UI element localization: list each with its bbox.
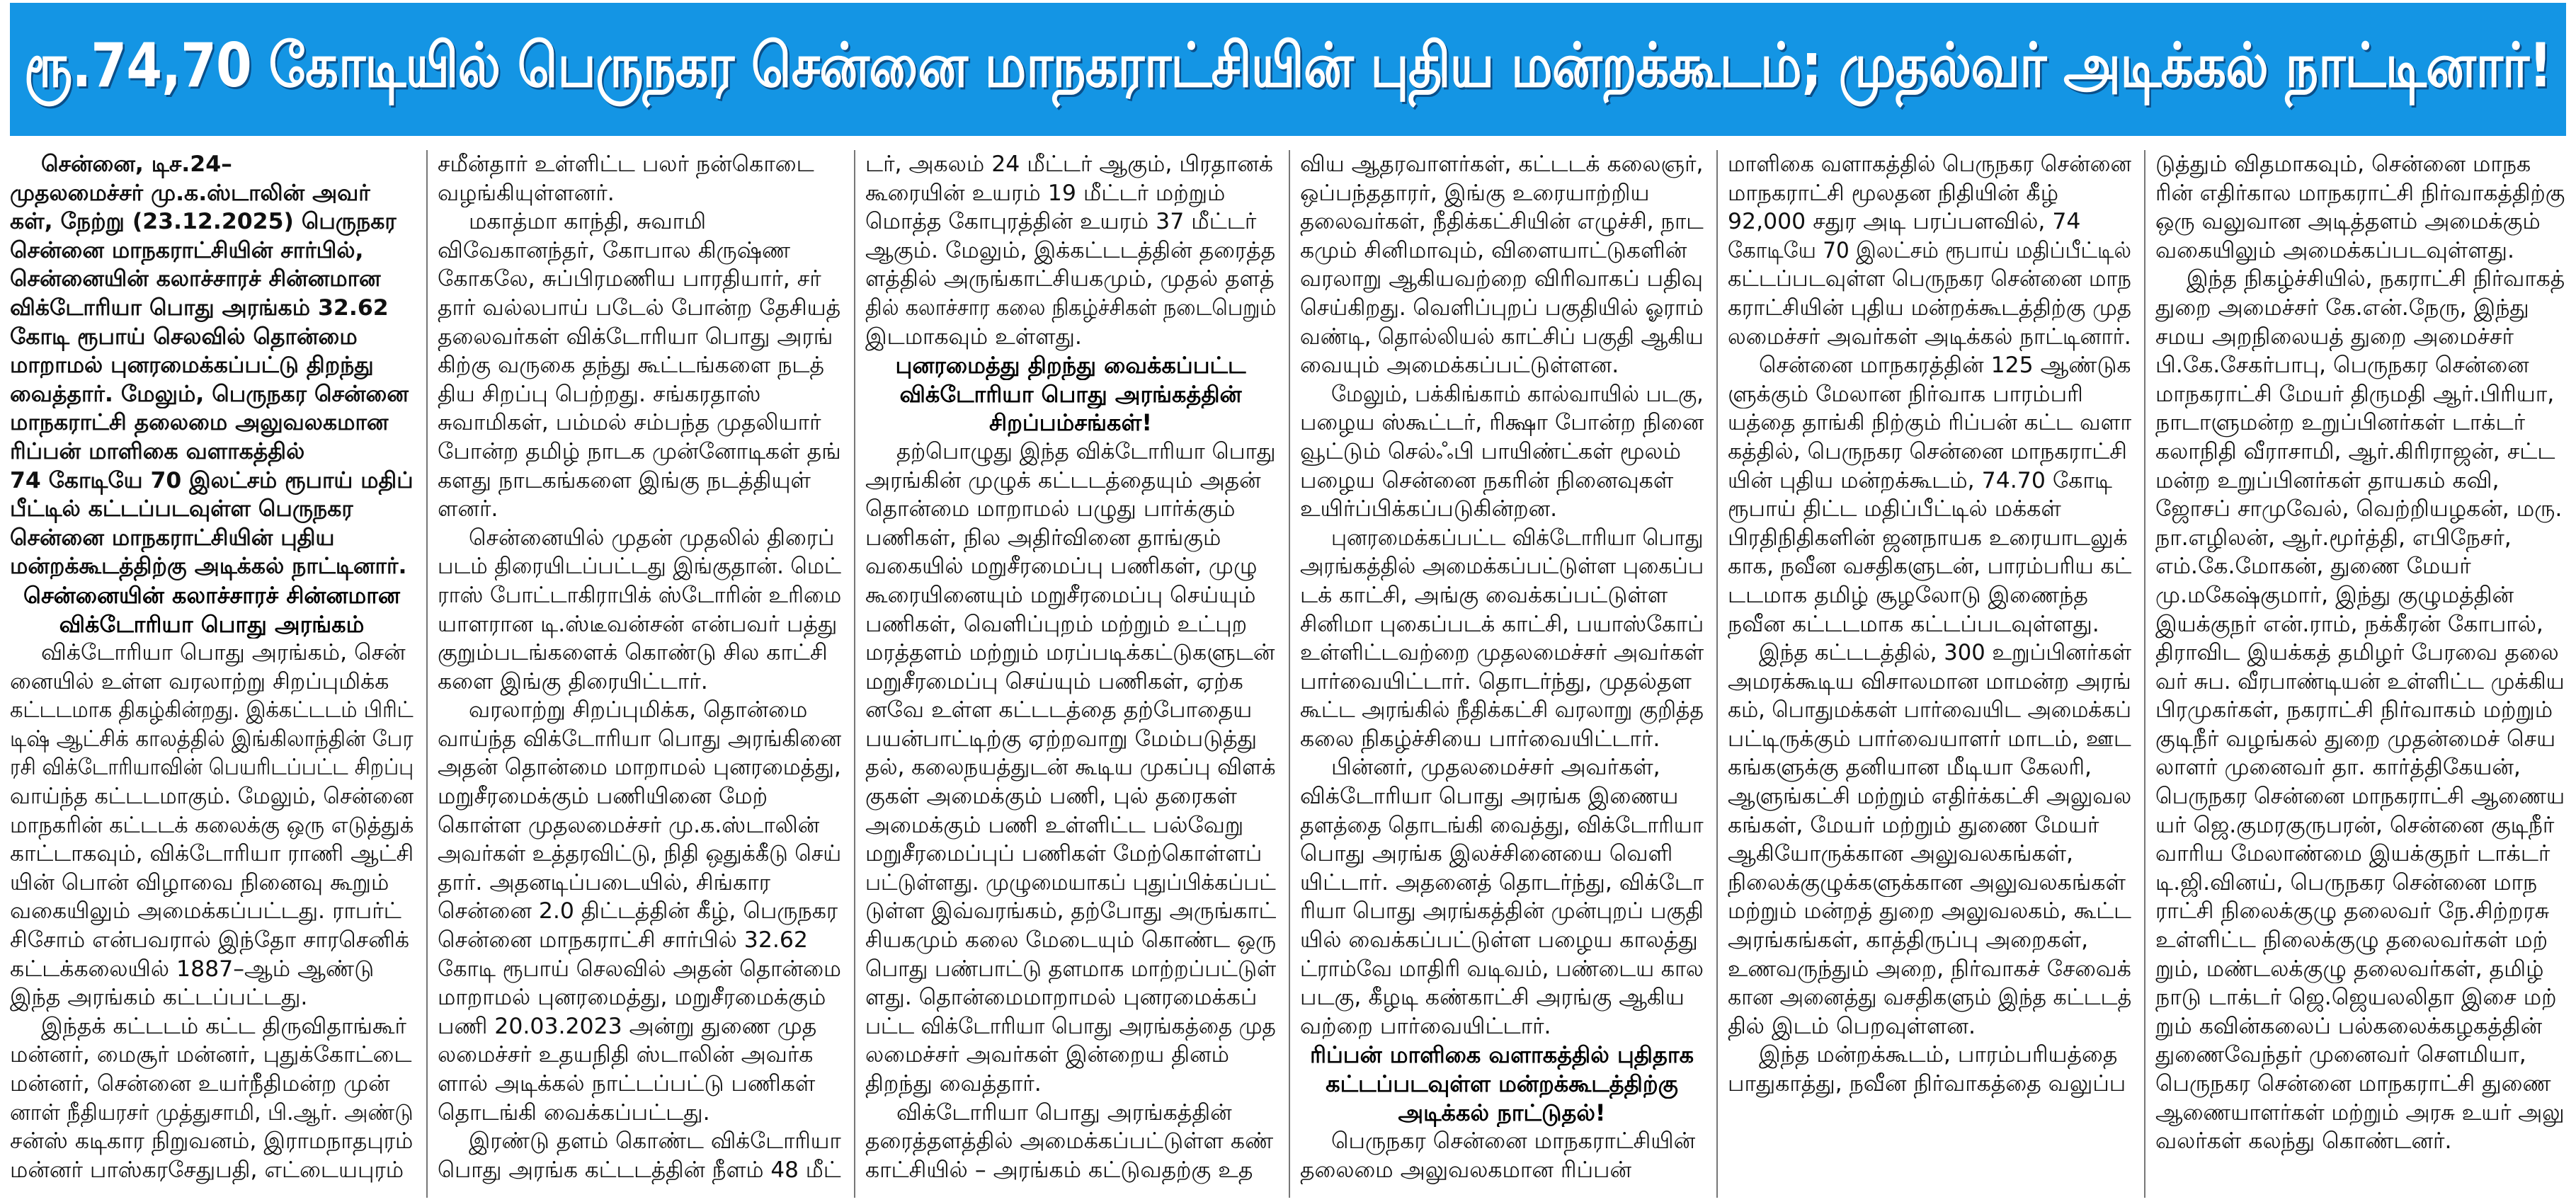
text-line: வூட்டும் செல்ஃபி பாயிண்ட்கள் மூலம் [1300,438,1681,464]
text-line: நவீன கட்டடமாக கட்டப்படவுள்ளது. [1728,611,2099,637]
text-line: பீட்டில் கட்டப்படவுள்ள பெருநகர [10,496,353,522]
text-line: மன்ற உறுப்பினர்கள் தாயகம் கவி, [2155,467,2500,493]
text-line: காக, நவீன வசதிகளுடன், பாரம்பரிய கட் [1728,554,2131,580]
text-line: அரங்கின் முழுக் கட்டடத்தையும் அதன் [865,467,1261,493]
text-line: மாறாமல் புனரமைக்கப்பட்டு திறந்து [10,353,374,379]
text-line: சென்னை, டிச.24– [41,151,232,177]
text-line: ஒப்பந்ததாரர், இங்கு உரையாற்றிய [1300,180,1650,206]
text-line: மொத்த கோபுரத்தின் உயரம் 37 மீட்டர் [865,209,1257,235]
text-line: ளது. தொன்மைமாறாமல் புனரமைக்கப் [865,985,1258,1011]
text-line: லமைச்சர் அவர்கள் அடிக்கல் நாட்டினார். [1728,324,2131,350]
text-line: களை இங்கு திரையிட்டார். [438,668,708,694]
text-line: திய சிறப்பு பெற்றது. சங்கரதாஸ் [438,381,761,407]
text-line: னவே உள்ள கட்டடத்தை தற்போதைய [865,697,1253,723]
text-line: ஆகும். மேலும், இக்கட்டடத்தின் தரைத்த [865,237,1276,263]
text-line: கத்தில், பெருநகர சென்னை மாநகராட்சி [1728,438,2127,464]
text-line: பார்வையிட்டார். தொடர்ந்து, முதல்தள [1300,668,1692,694]
text-line: யாளரான டி.ஸ்டீவன்சன் என்பவர் பத்து [438,611,838,637]
text-line: வழங்கியுள்ளனர். [438,180,615,206]
text-line: இயக்குநர் என்.ராம், நக்கீரன் கோபால், [2155,611,2543,637]
text-line: சென்னை மாநகராட்சியின் புதிய [10,525,335,551]
text-line: கராட்சியின் புதிய மன்றக்கூடத்திற்கு முத [1728,294,2131,321]
headline-banner [10,3,2566,136]
subheading-line: விக்டோரியா பொது அரங்கம் [59,610,365,638]
text-line: இந்தக் கட்டடம் கட்ட திருவிதாங்கூர் [41,1013,407,1039]
text-line: வகையிலும் அமைக்கப்பட்டது. ராபர்ட் [10,898,401,925]
text-line: தார் வல்லபாய் படேல் போன்ற தேசியத் [438,294,841,321]
text-line: யிட்டார். அதனைத் தொடர்ந்து, விக்டோ [1300,869,1704,895]
text-line: சென்னையில் முதன் முதலில் திரைப் [469,525,835,551]
text-line: குறும்படங்களைக் கொண்டு சில காட்சி [438,640,828,666]
subheading-line: ரிப்பன் மாளிகை வளாகத்தில் புதிதாக [1309,1041,1694,1069]
text-line: நாடாளுமன்ற உறுப்பினர்கள் டாக்டர் [2155,410,2526,436]
text-line: கிற்கு வருகை தந்து கூட்டங்களை நடத் [438,353,824,379]
text-line: தற்பொழுது இந்த விக்டோரியா பொது [896,438,1276,464]
text-line: மாநகராட்சி மேயர் திருமதி ஆர்.பிரியா, [2155,381,2555,407]
article-column-3 [865,150,1276,1198]
text-line: கோடி ரூபாய் செலவில் அதன் தொன்மை [438,956,841,982]
text-line: ஆகியோருக்கான அலுவலகங்கள், [1728,841,2074,867]
text-line: யர் ஜெ.குமரகுருபரன், சென்னை குடிநீர் [2155,812,2555,838]
text-line: உணவருந்தும் அறை, நிர்வாகச் சேவைக் [1728,956,2131,982]
text-line: கட்டடமாக திகழ்கின்றது. இக்கட்டடம் பிரிட் [10,697,414,723]
text-line: செய்கிறது. வெளிப்புறப் பகுதியில் ஓராம் [1300,294,1704,321]
text-line: டக் காட்சி, அங்கு வைக்கப்பட்டுள்ள [1300,582,1668,608]
text-line: டிஷ் ஆட்சிக் காலத்தில் இங்கிலாந்தின் பேர [10,726,414,752]
text-line: லமைச்சர் அவர்கள் இன்றைய தினம் [865,1042,1230,1068]
subheading-line: விக்டோரியா பொது அரங்கத்தின் [899,380,1242,408]
text-line: விவேகானந்தர், கோபால கிருஷ்ண [438,237,791,263]
text-line: முதலமைச்சர் மு.க.ஸ்டாலின் அவர் [10,180,370,206]
text-line: ளால் அடிக்கல் நாட்டப்பட்டு பணிகள் [438,1071,816,1097]
text-line: ஆணையாளர்கள் மற்றும் அரசு உயர் அலு [2155,1099,2565,1126]
article-body [10,150,2566,1198]
text-line: ட்ராம்வே மாதிரி வடிவம், பண்டைய கால [1300,956,1704,982]
subheading-line: புனரமைத்து திறந்து வைக்கப்பட்ட [895,352,1246,379]
column-divider [1289,150,1290,1198]
article-column-4 [1300,150,1704,1198]
text-line: யத்தை தாங்கி நிற்கும் ரிப்பன் கட்ட வளா [1728,410,2131,436]
text-line: 74 கோடியே 70 இலட்சம் ரூபாய் மதிப் [10,467,414,493]
text-line: னையில் உள்ள வரலாற்று சிறப்புமிக்க [10,668,389,694]
text-line: விக்டோரியா பொது அரங்கம் 32.62 [10,294,389,321]
text-line: இந்த கட்டடத்தில், 300 உறுப்பினர்கள் [1759,640,2131,666]
text-line: வகையில் மறுசீரமைப்பு பணிகள், முழு [865,554,1258,580]
text-line: மகாத்மா காந்தி, சுவாமி [469,209,707,235]
text-line: விக்டோரியா பொது அரங்க இணைய [1300,784,1679,810]
text-line: துறை அமைச்சர் கே.என்.நேரு, இந்து [2155,294,2529,321]
text-line: மாறாமல் புனரமைத்து, மறுசீரமைக்கும் [438,985,826,1011]
text-line: மறுசீரமைப்பு செய்யும் பணிகள், ஏற்க [865,668,1243,694]
text-line: பணி 20.03.2023 அன்று துணை முத [438,1013,817,1039]
text-line: நா.எழிலன், ஆர்.மூர்த்தி, எபிநேசர், [2155,525,2512,551]
text-line: யில் வைக்கப்பட்டுள்ள பழைய காலத்து [1300,927,1698,954]
text-line: பயன்பாட்டிற்கு ஏற்றவாறு மேம்படுத்து [865,726,1258,752]
text-line: றும் கவின்கலைப் பல்கலைக்கழகத்தின் [2155,1013,2543,1039]
text-line: டடமாக தமிழ் சூழலோடு இணைந்த [1728,582,2088,608]
text-line: பொது பண்பாட்டு தளமாக மாற்றப்பட்டுள் [865,956,1276,982]
text-line: பெருநகர சென்னை மாநகராட்சி துணை [2155,1071,2551,1097]
text-line: பி.கே.சேகர்பாபு, பெருநகர சென்னை [2155,353,2529,379]
column-divider [426,150,428,1198]
text-line: பழைய சென்னை நகரின் நினைவுகள் [1300,467,1674,493]
text-line: வரலாறு ஆகியவற்றை விரிவாகப் பதிவு [1300,266,1703,292]
text-line: இடமாகவும் உள்ளது. [865,324,1082,350]
text-line: கோகலே, சுப்பிரமணிய பாரதியார், சர் [438,266,821,292]
text-line: விக்டோரியா பொது அரங்கத்தின் [896,1099,1232,1126]
text-line: கட்டக்கலையில் 1887–ஆம் ஆண்டு [10,956,375,982]
text-line: 92,000 சதுர அடி பரப்பளவில், 74 [1728,209,2081,235]
text-line: அரங்கத்தில் அமைக்கப்பட்டுள்ள புகைப்ப [1300,554,1704,580]
text-line: தலைவர்கள் விக்டோரியா பொது அரங் [438,324,833,350]
text-line: தொன்மை மாறாமல் பழுது பார்க்கும் [865,496,1236,522]
text-line: பட்டுள்ளது. முழுமையாகப் புதுப்பிக்கப்பட் [865,869,1276,895]
text-line: கூட்ட அரங்கில் நீதிக்கட்சி வரலாறு குறித்த [1300,697,1704,723]
text-line: அமைக்கும் பணி உள்ளிட்ட பல்வேறு [865,812,1244,838]
text-line: மறுசீரமைக்கும் பணியினை மேற் [438,784,768,810]
text-line: கோடியே 70 இலட்சம் ரூபாய் மதிப்பீட்டில் [1728,237,2131,263]
text-line: மற்றும் மன்றத் துறை அலுவலகம், கூட்ட [1728,898,2131,925]
text-line: ளுக்கும் மேலான நிர்வாக பாரம்பரி [1728,381,2083,407]
text-line: ரின் எதிர்கால மாநகராட்சி நிர்வாகத்திற்கு [2155,180,2565,206]
text-line: வற்றை பார்வையிட்டார். [1300,1013,1551,1039]
text-line: யின் பொன் விழாவை நினைவு கூறும் [10,869,389,895]
text-line: பணிகள், நில அதிர்வினை தாங்கும் [865,525,1221,551]
text-line: தல், கலைநயத்துடன் கூடிய முகப்பு விளக் [865,755,1276,781]
text-line: ஜோசப் சாமுவேல், வெற்றியழகன், மரு. [2155,496,2563,522]
article-column-5 [1728,150,2131,1198]
text-line: சென்னை 2.0 திட்டத்தின் கீழ், பெருநகர [438,898,838,925]
text-line: கூரையினையும் மறுசீரமைப்பு செய்யும் [865,582,1256,608]
text-line: வையும் அமைக்கப்பட்டுள்ளன. [1300,353,1619,379]
text-line: ஆளுங்கட்சி மற்றும் எதிர்க்கட்சி அலுவல [1728,784,2131,810]
text-line: தொடங்கி வைக்கப்பட்டது. [438,1099,710,1126]
text-line: நாடு டாக்டர் ஜெ.ஜெயலலிதா இசை மற் [2155,985,2557,1011]
text-line: கூரையின் உயரம் 19 மீட்டர் மற்றும் [865,180,1226,206]
text-line: பெருநகர சென்னை மாநகராட்சியின் [1331,1128,1696,1155]
text-line: பட்ட விக்டோரியா பொது அரங்கத்தை முத [865,1013,1276,1039]
text-line: சமய அறநிலையத் துறை அமைச்சர் [2155,324,2514,350]
text-line: பணிகள், வெளிப்புறம் மற்றும் உட்புற [865,611,1248,637]
text-line: குகள் அமைக்கும் பணி, புல் தரைகள் [865,784,1237,810]
text-line: ரூபாய் திட்ட மதிப்பீட்டில் மக்கள் [1728,496,2061,522]
text-line: பெருநகர சென்னை மாநகராட்சி ஆணைய [2155,784,2565,810]
text-line: பழைய ஸ்கூட்டர், ரிக்ஷா போன்ற நினை [1300,410,1704,436]
text-line: படகு, கீழடி கண்காட்சி அரங்கு ஆகிய [1300,985,1685,1011]
subheading-line: அடிக்கல் நாட்டுதல்! [1398,1099,1606,1126]
text-line: திறந்து வைத்தார். [865,1071,1042,1097]
subheading-line: கட்டப்படவுள்ள மன்றக்கூடத்திற்கு [1326,1070,1678,1097]
text-line: வகையிலும் அமைக்கப்படவுள்ளது. [2155,237,2514,263]
text-line: லமைச்சர் உதயநிதி ஸ்டாலின் அவர்க [438,1042,814,1068]
article-column-6 [2155,150,2565,1198]
text-line: சென்னை மாநகராட்சி சார்பில் 32.62 [438,927,808,954]
text-line: கங்களுக்கு தனியான மீடியா கேலரி, [1728,755,2092,781]
text-line: குடிநீர் வழங்கல் துறை முதன்மைச் செய [2155,726,2556,752]
text-line: கோடி ரூபாய் செலவில் தொன்மை [10,324,358,350]
text-line: மாளிகை வளாகத்தில் பெருநகர சென்னை [1728,151,2131,177]
text-line: வாய்ந்த விக்டோரியா பொது அரங்கினை [438,726,841,752]
text-line: மாநகராட்சி மூலதன நிதியின் கீழ் [1728,180,2059,206]
text-line: கலாநிதி வீராசாமி, ஆர்.கிரிராஜன், சட்ட [2155,438,2555,464]
text-line: மறுசீரமைப்புப் பணிகள் மேற்கொள்ளப் [865,841,1263,867]
text-line: இந்த அரங்கம் கட்டப்பட்டது. [10,985,308,1011]
text-line: விக்டோரியா பொது அரங்கம், சென் [41,640,406,666]
text-line: சென்னை மாநகரத்தின் 125 ஆண்டுக [1759,353,2131,379]
text-line: கள், நேற்று (23.12.2025) பெருநகர [10,209,397,235]
text-line: படம் திரையிடப்பட்டது இங்குதான். மெட் [438,554,841,580]
text-line: உள்ளிட்டவற்றை முதலமைச்சர் அவர்கள் [1300,640,1704,666]
text-line: தளத்தை தொடங்கி வைத்து, விக்டோரியா [1300,812,1704,838]
text-line: மாநகராட்சி தலைமை அலுவலகமான [10,410,389,436]
subheading-line: சென்னையின் கலாச்சாரச் சின்னமான [23,581,400,609]
text-line: ஒரு வலுவான அடித்தளம் அமைக்கும் [2155,209,2541,235]
text-line: மரத்தளம் மற்றும் மரப்படிக்கட்டுகளுடன் [865,640,1275,666]
text-line: ளனர். [438,496,498,522]
text-line: டுத்தும் விதமாகவும், சென்னை மாநக [2155,151,2531,177]
text-line: பொது அரங்க கட்டடத்தின் நீளம் 48 மீட் [438,1157,841,1183]
headline: ரூ.74,70 கோடியில் பெருநகர சென்னை மாநகராட்சியின் புதிய மன்றக்கூடம்; முதல்வர் அடிக்கல் நாட்டினார்! [24,30,2552,101]
text-line: அமரக்கூடிய விசாலமான மாமன்ற அரங் [1728,668,2131,694]
text-line: ரிப்பன் மாளிகை வளாகத்தில் [10,438,305,464]
text-line: கம், பொதுமக்கள் பார்வையிட அமைக்கப் [1728,697,2131,723]
text-line: பின்னர், முதலமைச்சர் அவர்கள், [1331,755,1660,781]
text-line: டர், அகலம் 24 மீட்டர் ஆகும், பிரதானக் [865,151,1274,177]
text-line: பிரமுகர்கள், நகராட்சி நிர்வாகம் மற்றும் [2155,697,2553,723]
text-line: தரைத்தளத்தில் அமைக்கப்பட்டுள்ள கண் [865,1128,1274,1155]
text-line: அதன் தொன்மை மாறாமல் புனரமைத்து, [438,755,841,781]
text-line: மன்னர் பாஸ்கரசேதுபதி, எட்டையபுரம் [10,1157,404,1183]
text-line: சியகமும் கலை மேடையும் கொண்ட ஒரு [865,927,1276,954]
text-line: சென்னை மாநகராட்சியின் சார்பில், [10,237,364,263]
text-line: தார். அதனடிப்படையில், சிங்கார [438,869,771,895]
text-line: மேலும், பக்கிங்காம் கால்வாயில் படகு, [1331,381,1704,407]
column-divider [1716,150,1718,1198]
text-line: காட்டாகவும், விக்டோரியா ராணி ஆட்சி [10,841,414,867]
text-line: டி.ஜி.வினய், பெருநகர சென்னை மாந [2155,869,2538,895]
text-line: கட்டப்படவுள்ள பெருநகர சென்னை மாந [1728,266,2131,292]
text-line: தலைவர்கள், நீதிக்கட்சியின் எழுச்சி, நாட [1300,209,1704,235]
text-line: உயிர்ப்பிக்கப்படுகின்றன. [1300,496,1558,522]
text-line: சினிமா புகைப்படக் காட்சி, பயாஸ்கோப் [1300,611,1704,637]
text-line: லாளர் முனைவர் தா. கார்த்திகேயன், [2155,755,2521,781]
text-line: வலர்கள் கலந்து கொண்டனர். [2155,1128,2452,1155]
text-line: பட்டிருக்கும் பார்வையாளர் மாடம், ஊட [1728,726,2131,752]
text-line: வர் சுப. வீரபாண்டியன் உள்ளிட்ட முக்கிய [2155,668,2565,694]
text-line: வைத்தார். மேலும், பெருநகர சென்னை [10,381,409,407]
text-line: வாய்ந்த கட்டடமாகும். மேலும், சென்னை [10,784,414,810]
text-line: வண்டி, தொல்லியல் காட்சிப் பகுதி ஆகிய [1300,324,1704,350]
text-line: ராஸ் போட்டாகிராபிக் ஸ்டோரின் உரிமை [438,582,841,608]
text-line: சுவாமிகள், பம்மல் சம்பந்த முதலியார் [438,410,821,436]
text-line: விய ஆதரவாளர்கள், கட்டடக் கலைஞர், [1300,151,1704,177]
text-line: மன்னர், மைசூர் மன்னர், புதுக்கோட்டை [10,1042,412,1068]
text-line: மன்னர், சென்னை உயர்நீதிமன்ற முன் [10,1071,390,1097]
text-line: றும், மண்டலக்குழு தலைவர்கள், தமிழ் [2155,956,2544,982]
text-line: கலை நிகழ்ச்சியை பார்வையிட்டார். [1300,726,1660,752]
column-divider [854,150,855,1198]
text-line: தில் இடம் பெறவுள்ளன. [1728,1013,1976,1039]
text-line: டுள்ள இவ்வரங்கம், தற்போது அருங்காட் [865,898,1276,925]
text-line: சென்னையின் கலாச்சாரச் சின்னமான [10,266,381,292]
text-line: வாரிய மேலாண்மை இயக்குநர் டாக்டர் [2155,841,2551,867]
text-line: னாள் நீதியரசர் முத்துசாமி, பி.ஆர். அண்டு [10,1099,414,1126]
text-line: தலைமை அலுவலகமான ரிப்பன் [1300,1157,1632,1183]
text-line: கான அனைத்து வசதிகளும் இந்த கட்டடத் [1728,985,2131,1011]
text-line: சமீன்தார் உள்ளிட்ட பலர் நன்கொடை [438,151,814,177]
article-column-1 [10,150,414,1198]
text-line: கங்கள், மேயர் மற்றும் துணை மேயர் [1728,812,2099,838]
text-line: பாதுகாத்து, நவீன நிர்வாகத்தை வலுப்ப [1728,1071,2126,1097]
text-line: வரலாற்று சிறப்புமிக்க, தொன்மை [469,697,808,723]
text-line: இரண்டு தளம் கொண்ட விக்டோரியா [469,1128,841,1155]
text-line: தில் கலாச்சார கலை நிகழ்ச்சிகள் நடைபெறும் [865,294,1276,321]
text-line: ராட்சி நிலைக்குழு தலைவர் நே.சிற்றரசு [2155,898,2550,925]
text-line: இந்த மன்றக்கூடம், பாரம்பரியத்தை [1759,1042,2118,1068]
text-line: போன்ற தமிழ் நாடக முன்னோடிகள் தங் [438,438,841,464]
text-line: யின் புதிய மன்றக்கூடம், 74.70 கோடி [1728,467,2112,493]
text-line: புனரமைக்கப்பட்ட விக்டோரியா பொது [1331,525,1704,551]
text-line: உள்ளிட்ட நிலைக்குழு தலைவர்கள் மற் [2155,927,2548,954]
text-line: அரங்கங்கள், காத்திருப்பு அறைகள், [1728,927,2089,954]
text-line: மாநகரின் கட்டடக் கலைக்கு ஒரு எடுத்துக் [10,812,414,838]
text-line: திராவிட இயக்கத் தமிழர் பேரவை தலை [2155,640,2559,666]
text-line: சன்ஸ் கடிகார நிறுவனம், இராமநாதபுரம் [10,1128,414,1155]
text-line: ரியா பொது அரங்கத்தின் முன்புறப் பகுதி [1300,898,1704,925]
text-line: எம்.கே.மோகன், துணை மேயர் [2155,554,2471,580]
text-line: ரசி விக்டோரியாவின் பெயரிடப்பட்ட சிறப்பு [10,755,414,781]
text-line: கொள்ள முதலமைச்சர் மு.க.ஸ்டாலின் [438,812,820,838]
column-divider [2144,150,2145,1198]
text-line: துணைவேந்தர் முனைவர் சௌமியா, [2155,1042,2526,1068]
text-line: மு.மகேஷ்குமார், இந்து குழுமத்தின் [2155,582,2514,608]
text-line: களது நாடகங்களை இங்கு நடத்தியுள் [438,467,811,493]
text-line: நிலைக்குழுக்களுக்கான அலுவலகங்கள் [1728,869,2126,895]
text-line: இந்த நிகழ்ச்சியில், நகராட்சி நிர்வாகத் [2187,266,2565,292]
text-line: கமும் சினிமாவும், விளையாட்டுகளின் [1300,237,1687,263]
article-column-2 [438,150,841,1198]
text-line: மன்றக்கூடத்திற்கு அடிக்கல் நாட்டினார். [10,554,407,580]
text-line: சிசோம் என்பவரால் இந்தோ சாரசெனிக் [10,927,410,954]
text-line: அவர்கள் உத்தரவிட்டு, நிதி ஒதுக்கீடு செய் [438,841,841,867]
subheading-line: சிறப்பம்சங்கள்! [989,409,1152,437]
text-line: காட்சியில் – அரங்கம் கட்டுவதற்கு உத [865,1157,1253,1183]
text-line: பொது அரங்க இலச்சினையை வெளி [1300,841,1673,867]
text-line: பிரதிநிதிகளின் ஜனநாயக உரையாடலுக் [1728,525,2128,551]
text-line: ளத்தில் அருங்காட்சியகமும், முதல் தளத் [865,266,1275,292]
